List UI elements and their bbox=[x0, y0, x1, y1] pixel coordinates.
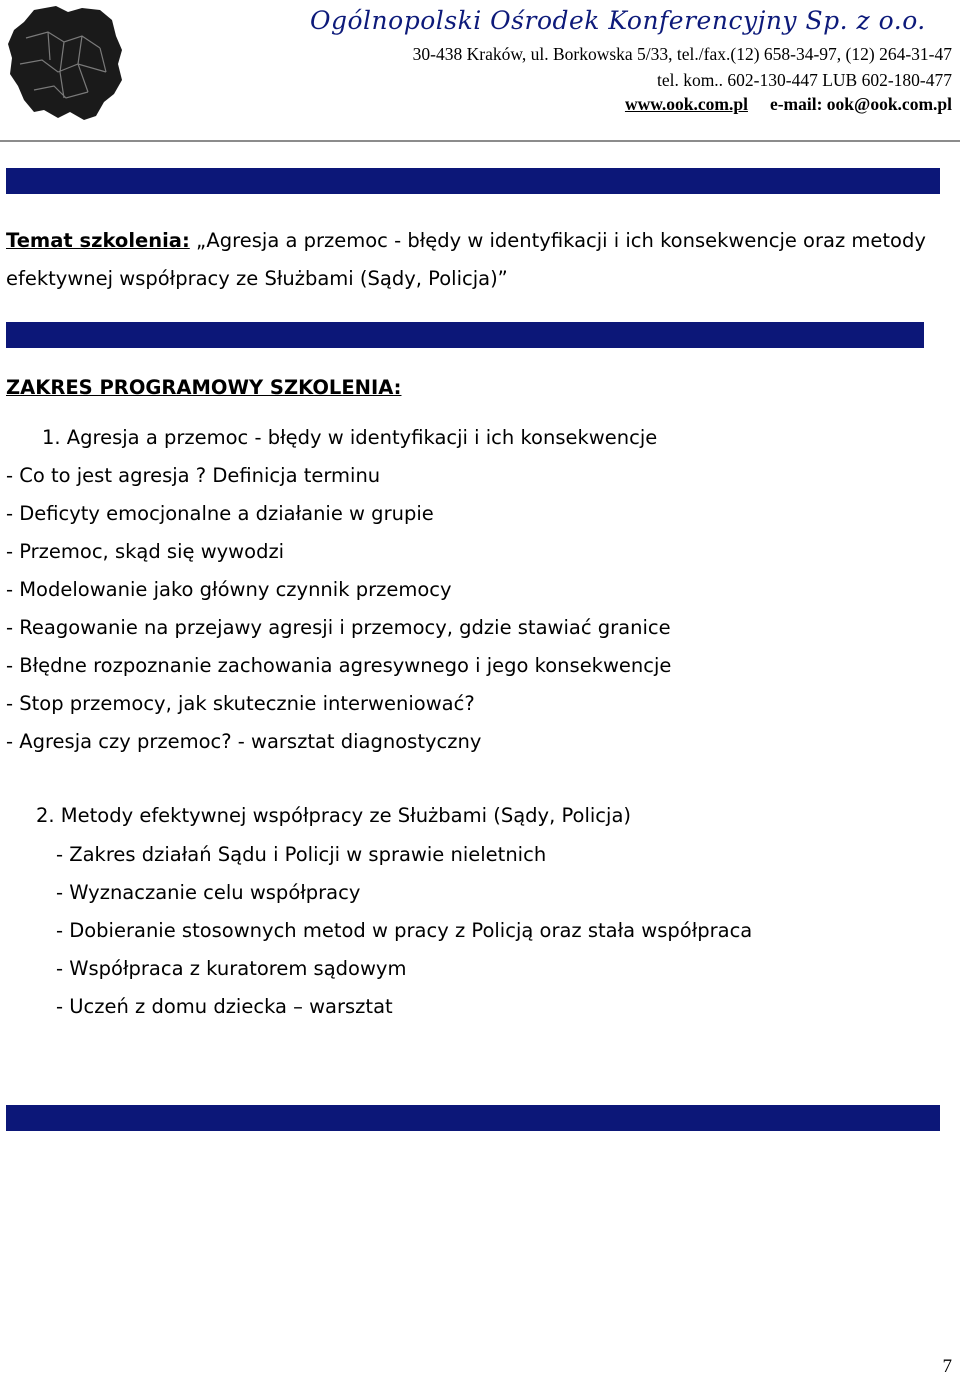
list-item: - Stop przemocy, jak skutecznie interweniować? bbox=[6, 692, 475, 715]
topic-text: „Agresja a przemoc - błędy w identyfikacji i ich konsekwencje oraz metody efektywnej współpracy ze Służbami (Sądy, Policja)” bbox=[6, 229, 926, 290]
header-divider bbox=[0, 140, 960, 142]
email-text: e-mail: ook@ook.com.pl bbox=[769, 94, 952, 114]
list-item: - Reagowanie na przejawy agresji i przemocy, gdzie stawiać granice bbox=[6, 616, 671, 639]
topic-label: Temat szkolenia: bbox=[6, 229, 190, 252]
list-item: - Współpraca z kuratorem sądowym bbox=[56, 957, 407, 980]
list-item: - Dobieranie stosownych metod w pracy z Policją oraz stała współpraca bbox=[56, 919, 753, 942]
list-item: - Deficyty emocjonalne a działanie w grupie bbox=[6, 502, 434, 525]
org-phone: tel. kom.. 602-130-447 LUB 602-180-477 bbox=[656, 70, 952, 90]
list-item: - Co to jest agresja ? Definicja terminu bbox=[6, 464, 381, 487]
page-number: 7 bbox=[942, 1356, 952, 1377]
topic bbox=[6, 222, 946, 298]
list-item: - Uczeń z domu dziecka – warsztat bbox=[56, 995, 393, 1018]
org-name: Ogólnopolski Ośrodek Konferencyjny Sp. z o.o. bbox=[310, 6, 926, 35]
website-link[interactable]: www.ook.com.pl bbox=[624, 94, 748, 114]
list-item: - Agresja czy przemoc? - warsztat diagnostyczny bbox=[6, 730, 482, 753]
list-item: - Zakres działań Sądu i Policji w sprawie nieletnich bbox=[56, 843, 547, 866]
org-contact bbox=[625, 94, 952, 115]
list-item: - Modelowanie jako główny czynnik przemocy bbox=[6, 578, 452, 601]
blue-divider-bar bbox=[6, 168, 940, 194]
blue-divider-bar bbox=[6, 322, 924, 348]
list-item: - Błędne rozpoznanie zachowania agresywnego i jego konsekwencje bbox=[6, 654, 672, 677]
section-heading: 1. Agresja a przemoc - błędy w identyfikacji i ich konsekwencje bbox=[42, 426, 658, 449]
program-title: ZAKRES PROGRAMOWY SZKOLENIA: bbox=[6, 376, 402, 399]
org-address: 30-438 Kraków, ul. Borkowska 5/33, tel./fax.(12) 658-34-97, (12) 264-31-47 bbox=[412, 44, 952, 64]
section-heading: 2. Metody efektywnej współpracy ze Służbami (Sądy, Policja) bbox=[36, 804, 631, 827]
blue-divider-bar bbox=[6, 1105, 940, 1131]
poland-map-icon bbox=[4, 2, 126, 126]
list-item: - Wyznaczanie celu współpracy bbox=[56, 881, 361, 904]
list-item: - Przemoc, skąd się wywodzi bbox=[6, 540, 285, 563]
